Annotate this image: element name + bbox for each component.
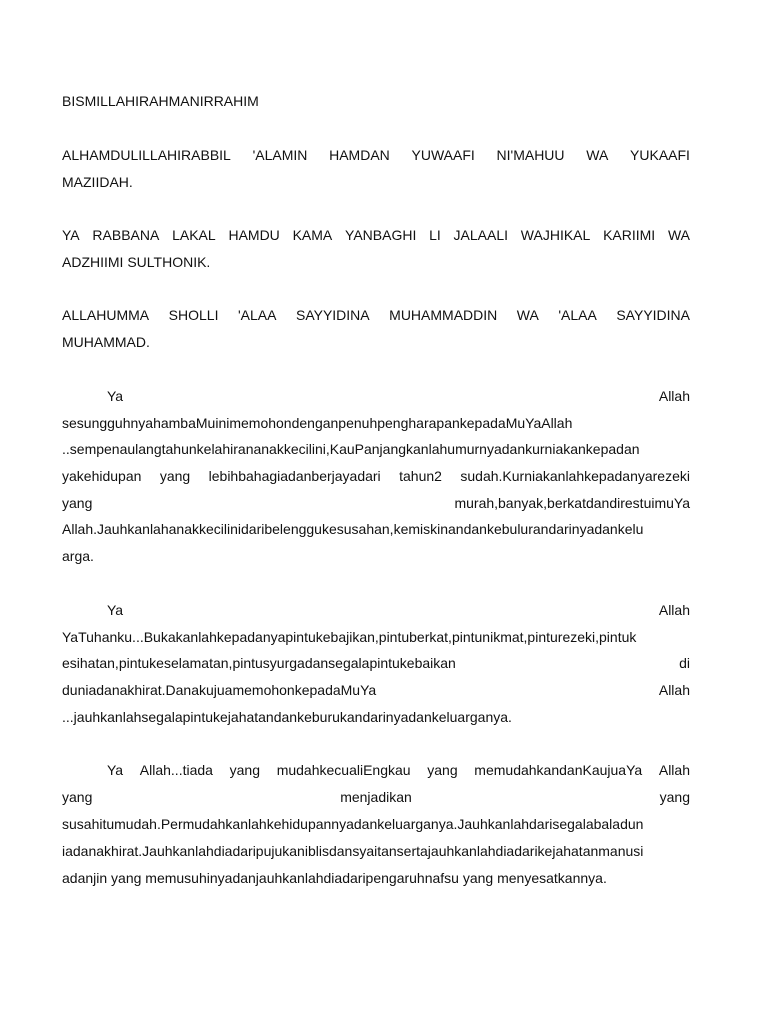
word: MUHAMMADDIN <box>389 307 498 323</box>
word: sudah.Kurniakanlahkepadanyarezeki <box>460 468 690 484</box>
word: WAJHIKAL <box>520 227 591 243</box>
word: Allah <box>658 682 690 698</box>
word: 'ALAA <box>237 307 277 323</box>
paragraph-4-line-2: sesungguhnyahambaMuinimemohondenganpenuhpengharapankepadaMuYaAllah <box>62 415 573 431</box>
word: memudahkandanKaujuaYa <box>474 762 643 778</box>
word: KARIIMI <box>603 227 656 243</box>
word: Allah <box>658 388 690 404</box>
paragraph-2-line-2: ADZHIIMI SULTHONIK. <box>62 254 211 270</box>
word: HAMDAN <box>329 147 390 163</box>
word: menjadikan <box>340 789 412 805</box>
word: NI'MAHUU <box>496 147 565 163</box>
word: Ya <box>107 762 124 778</box>
word: SHOLLI <box>168 307 219 323</box>
word: WA <box>667 227 690 243</box>
word: LAKAL <box>172 227 216 243</box>
paragraph-3-line-2: MUHAMMAD. <box>62 334 150 350</box>
word: RABBANA <box>92 227 160 243</box>
word: YANBAGHI <box>345 227 417 243</box>
word: HAMDU <box>228 227 280 243</box>
word: Allah <box>658 762 690 778</box>
paragraph-6-line-5: adanjin yang memusuhinyadanjauhkanlahdiadaripengaruhnafsu yang menyesatkannya. <box>62 870 607 886</box>
word: SAYYIDINA <box>295 307 370 323</box>
word: yang <box>659 789 690 805</box>
word: YA <box>62 227 80 243</box>
paragraph-3-line-1 <box>62 302 690 328</box>
paragraph-5-line-3 <box>62 650 690 676</box>
word: SAYYIDINA <box>616 307 690 323</box>
paragraph-6-line-3: susahitumudah.Permudahkanlahkehidupannyadankeluarganya.Jauhkanlahdarisegalabaladun <box>62 816 644 832</box>
paragraph-1-line-2: MAZIIDAH. <box>62 174 133 190</box>
paragraph-5-line-4 <box>62 677 690 703</box>
word: yang <box>229 762 260 778</box>
word: 'ALAA <box>558 307 597 323</box>
paragraph-1-line-1 <box>62 142 690 168</box>
word: mudahkecualiEngkau <box>276 762 411 778</box>
word: di <box>679 655 690 671</box>
word: yakehidupan <box>62 468 142 484</box>
paragraph-4-line-4 <box>62 463 690 489</box>
word: ALHAMDULILLAHIRABBIL <box>62 147 231 163</box>
word: tahun2 <box>399 468 442 484</box>
word: YUWAAFI <box>411 147 475 163</box>
paragraph-4-line-3: ..sempenaulangtahunkelahirananakkecilini,KauPanjangkanlahumurnyadankurniakankepadan <box>62 441 640 457</box>
word: 'ALAMIN <box>252 147 308 163</box>
paragraph-5-line-1 <box>62 597 690 623</box>
word: duniadanakhirat.DanakujuamemohonkepadaMuYa <box>62 682 377 698</box>
word: KAMA <box>292 227 333 243</box>
word: yang <box>62 789 93 805</box>
word: WA <box>586 147 609 163</box>
word: murah,banyak,berkatdandirestuimuYa <box>454 495 690 511</box>
word: Allah <box>658 602 690 618</box>
paragraph-5-line-5: ...jauhkanlahsegalapintukejahatandankeburukandarinyadankeluarganya. <box>62 709 512 725</box>
word: WA <box>516 307 539 323</box>
word: yang <box>62 495 93 511</box>
word: JALAALI <box>453 227 509 243</box>
paragraph-6-line-2 <box>62 784 690 810</box>
paragraph-2-line-1 <box>62 222 690 248</box>
paragraph-4-line-6: Allah.Jauhkanlahanakkecilinidaribelenggukesusahan,kemiskinandankebulurandarinyadankelu <box>62 521 644 537</box>
paragraph-6-line-4: iadanakhirat.Jauhkanlahdiadaripujukaniblisdansyaitansertajauhkanlahdiadarikejahatanmanusi <box>62 843 644 859</box>
word: LI <box>429 227 441 243</box>
paragraph-6-line-1 <box>62 757 690 783</box>
word: lebihbahagiadanberjayadari <box>208 468 381 484</box>
paragraph-4-line-7: arga. <box>62 548 94 564</box>
word: yang <box>159 468 191 484</box>
heading: BISMILLAHIRAHMANIRRAHIM <box>62 93 259 109</box>
word: Ya <box>107 388 124 404</box>
word: esihatan,pintukeselamatan,pintusyurgadansegalapintukebaikan <box>62 655 456 671</box>
paragraph-5-line-2: YaTuhanku...Bukakanlahkepadanyapintukebajikan,pintuberkat,pintunikmat,pinturezeki,pintuk <box>62 629 637 645</box>
paragraph-4-line-5 <box>62 490 690 516</box>
word: ALLAHUMMA <box>62 307 150 323</box>
paragraph-4-line-1 <box>62 383 690 409</box>
word: yang <box>427 762 458 778</box>
word: YUKAAFI <box>630 147 690 163</box>
word: Ya <box>107 602 124 618</box>
word: Allah...tiada <box>139 762 213 778</box>
